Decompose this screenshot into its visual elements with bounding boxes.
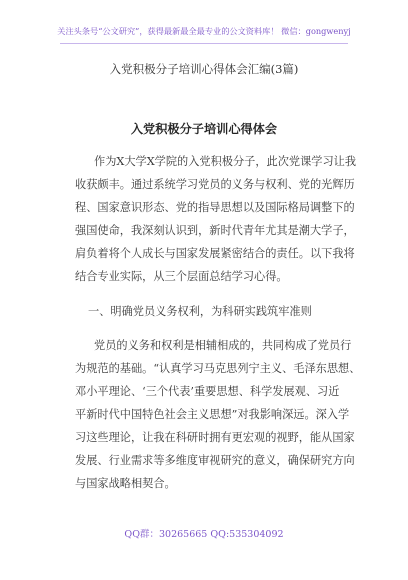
paragraph-1-line-2: 收获颇丰。通过系统学习党员的义务与权利、党的光辉历: [75, 178, 355, 191]
section-title: 入党积极分子培训心得体会: [130, 122, 278, 136]
header-divider: [60, 43, 348, 44]
paragraph-2-line-1: 党员的义务和权利是相辅相成的，共同构成了党员行: [94, 339, 352, 352]
paragraph-1-line-1: 作为X大学X学院的入党积极分子，此次党课学习让我: [94, 155, 357, 168]
paragraph-1-line-5: 肩负着将个人成长与国家发展紧密结合的责任。以下我将: [75, 247, 355, 260]
header-promo-note: 关注头条号“公文研究”，获得最新最全最专业的公文资料库！ 微信：gongwenyj: [57, 26, 351, 36]
paragraph-2-line-6: 发展、行业需求等多维度审视研究的意义，确保研究方向: [75, 454, 355, 467]
footer-contact-note: QQ群：30265665 QQ:535304092: [124, 529, 284, 540]
paragraph-1-line-6: 结合专业实际，从三个层面总结学习心得。: [75, 270, 288, 283]
paragraph-2-line-4: 平新时代中国特色社会主义思想”对我影响深远。深入学: [75, 408, 350, 421]
subheading-1: 一、明确党员义务权利，为科研实践筑牢准则: [88, 305, 312, 318]
paragraph-2-line-2: 为规范的基础。“认真学习马克思列宁主义、毛泽东思想、: [75, 362, 361, 375]
paragraph-2-line-5: 习这些理论，让我在科研时拥有更宏观的视野，能从国家: [75, 431, 355, 444]
document-title: 入党积极分子培训心得体会汇编(3篇): [109, 62, 299, 76]
paragraph-2-line-3: 邓小平理论、‘三个代表’重要思想、科学发展观、习近: [75, 385, 340, 398]
paragraph-1-line-4: 强国使命，我深刻认识到，新时代青年尤其是潮大学子，: [75, 224, 355, 237]
paragraph-2-line-7: 与国家战略相契合。: [75, 477, 176, 490]
paragraph-1-line-3: 程、国家意识形态、党的指导思想以及国际格局调整下的: [75, 201, 355, 214]
